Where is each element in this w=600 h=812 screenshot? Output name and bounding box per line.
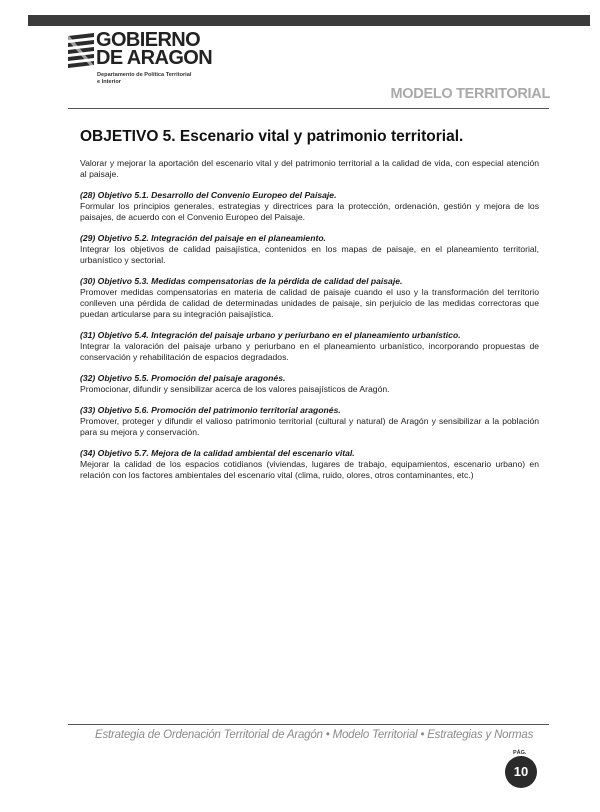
intro-paragraph: Valorar y mejorar la aportación del escenario vital y del patrimonio territorial a la calidad de vida, con especial atención al paisaje. [80,158,539,179]
main-content [80,122,539,491]
objective-body: Integrar la valoración del paisaje urbano y periurbano en el planeamiento urbanístico, incorporando propuestas de conservación y rehabilitación de espacios degradados. [80,341,539,362]
page-title: OBJETIVO 5. Escenario vital y patrimonio territorial. [80,128,464,145]
objective-block [80,190,539,223]
header-divider [68,108,549,109]
objective-block [80,448,539,481]
objective-heading: (31) Objetivo 5.4. Integración del paisaje urbano y periurbano en el planeamiento urbanístico. [80,330,461,340]
top-bar [28,15,590,26]
footer-text: Estrategia de Ordenación Territorial de Aragón • Modelo Territorial • Estrategias y Normas [95,729,534,741]
section-title: MODELO TERRITORIAL [390,86,550,102]
objective-heading: (33) Objetivo 5.6. Promoción del patrimonio territorial aragonés. [80,405,341,415]
objective-body: Promover, proteger y difundir el valioso patrimonio territorial (cultural y natural) de Aragón y sensibilizar a la población para su mejora y conservación. [80,416,539,437]
objective-heading: (30) Objetivo 5.3. Medidas compensatorias de la pérdida de calidad del paisaje. [80,276,403,286]
objective-body: Formular los principios generales, estrategias y directrices para la protección, ordenación, gestión y mejora de los paisajes, de acuerdo con el Convenio Europeo del Paisaje. [80,201,539,222]
logo-subtitle: Departamento de Política Territorial e Interior [97,72,192,85]
page-number-badge: 10 [505,756,537,788]
government-logo [66,30,236,90]
objective-heading: (34) Objetivo 5.7. Mejora de la calidad ambiental del escenario vital. [80,448,355,458]
objective-heading: (29) Objetivo 5.2. Integración del paisaje en el planeamiento. [80,233,326,243]
footer-divider [68,724,549,725]
logo-title: GOBIERNO DE ARAGON [96,29,213,69]
aragon-coat-icon [66,32,96,68]
objective-heading: (28) Objetivo 5.1. Desarrollo del Convenio Europeo del Paisaje. [80,190,337,200]
objective-body: Promocionar, difundir y sensibilizar acerca de los valores paisajísticos de Aragón. [80,384,390,394]
page-label: PÁG. [513,750,527,756]
objective-block [80,330,539,363]
objective-block [80,233,539,266]
objective-heading: (32) Objetivo 5.5. Promoción del paisaje aragonés. [80,373,286,383]
objective-block [80,276,539,320]
objective-block [80,373,539,395]
objective-body: Mejorar la calidad de los espacios cotidianos (viviendas, lugares de trabajo, equipamientos, escenario urbano) en relación con los factores ambientales del escenario vital (clima, ruido, olores, otros contaminantes, etc.) [80,459,539,480]
objective-block [80,405,539,438]
objective-body: Integrar los objetivos de calidad paisajística, contenidos en los mapas de paisaje, en el planeamiento territorial, urbanístico y sectorial. [80,244,539,265]
objective-body: Promover medidas compensatorias en materia de calidad de paisaje cuando el uso y la transformación del territorio conlleven una pérdida de calidad de determinadas unidades de paisaje, sin perjuicio de las medidas correctoras que puedan articularse para su integración paisajística. [80,287,539,319]
